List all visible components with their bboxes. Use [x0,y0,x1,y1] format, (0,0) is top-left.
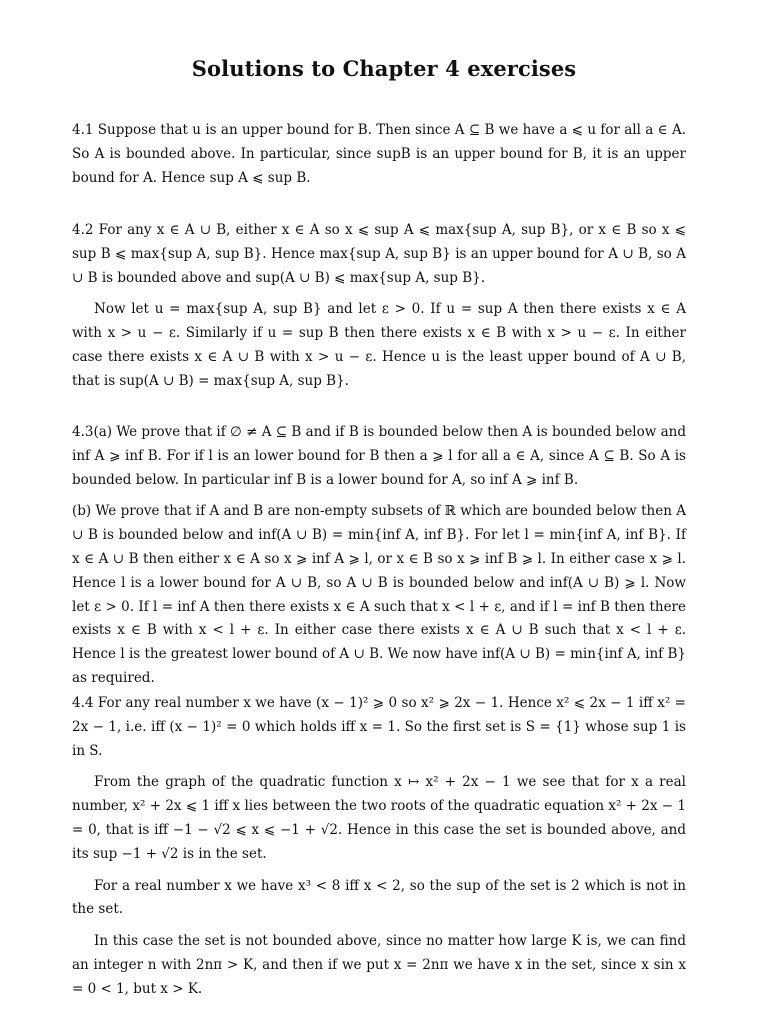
paragraph: For a real number x we have x³ < 8 iff x < 2, so the sup of the set is 2 which is not in the set. [72,877,686,918]
paragraph: 4.1 Suppose that u is an upper bound for B. Then since A ⊆ B we have a ⩽ u for all a ∈ A. So A is bounded above. In particular, since supB is an upper bound for B, it is an upper bound for A. Hence sup A ⩽ sup B. [72,122,686,186]
solution-4-4 [72,692,686,1010]
paragraph: 4.3(a) We prove that if ∅ ≠ A ⊆ B and if B is bounded below then A is bounded below and inf A ⩾ inf B. For if l is an lower bound for B then a ⩾ l for all a ∈ A, since A ⊆ B. So A is bounded below. In particular inf B is a lower bound for A, so inf A ⩾ inf B. [72,424,686,488]
solution-4-1 [72,119,686,198]
solution-4-2 [72,219,686,402]
paragraph: Now let u = max{sup A, sup B} and let ε > 0. If u = sup A then there exists x ∈ A with x > u − ε. Similarly if u = sup B then there exists x ∈ B with x > u − ε. In either case there exists x ∈ A ∪ B with x > u − ε. Hence u is the least upper bound of A ∪ B, that is sup(A ∪ B) = max{sup A, sup B}. [72,301,686,389]
paragraph: From the graph of the quadratic function x ↦ x² + 2x − 1 we see that for x a real number, x² + 2x ⩽ 1 iff x lies between the two roots of the quadratic equation x² + 2x − 1 = 0, that is iff −1 − √2 ⩽ x ⩽ −1 + √2. Hence in this case the set is bounded above, and its sup −1 + √2 is in the set. [72,774,686,862]
paragraph: 4.4 For any real number x we have (x − 1)² ⩾ 0 so x² ⩾ 2x − 1. Hence x² ⩽ 2x − 1 iff x² = 2x − 1, i.e. iff (x − 1)² = 0 which holds iff x = 1. So the first set is S = {1} whose sup 1 is in S. [72,695,686,759]
paragraph: 4.2 For any x ∈ A ∪ B, either x ∈ A so x ⩽ sup A ⩽ max{sup A, sup B}, or x ∈ B so x ⩽ sup B ⩽ max{sup A, sup B}. Hence max{sup A, sup B} is an upper bound for A ∪ B, so A ∪ B is bounded above and sup(A ∪ B) ⩽ max{sup A, sup B}. [72,222,686,286]
page-title: Solutions to Chapter 4 exercises [191,56,577,81]
solution-4-3 [72,421,686,699]
paragraph: (b) We prove that if A and B are non-empty subsets of ℝ which are bounded below then A ∪ B is bounded below and inf(A ∪ B) = min{inf A, inf B}. For let l = min{inf A, inf B}. If x ∈ A ∪ B then either x ∈ A so x ⩾ inf A ⩾ l, or x ∈ B so x ⩾ inf B ⩾ l. In either case x ⩾ l. Hence l is a lower bound for A ∪ B, so A ∪ B is bounded below and inf(A ∪ B) ⩾ l. Now let ε > 0. If l = inf A then there exists x ∈ A such that x < l + ε, and if l = inf B then there exists x ∈ B with x < l + ε. In either case there exists x ∈ A ∪ B such that x < l + ε. Hence l is the greatest lower bound of A ∪ B. We now have inf(A ∪ B) = min{inf A, inf B} as required. [72,503,686,686]
paragraph: In this case the set is not bounded above, since no matter how large K is, we can find an integer n with 2nπ > K, and then if we put x = 2nπ we have x in the set, since x sin x = 0 < 1, but x > K. [72,933,686,997]
